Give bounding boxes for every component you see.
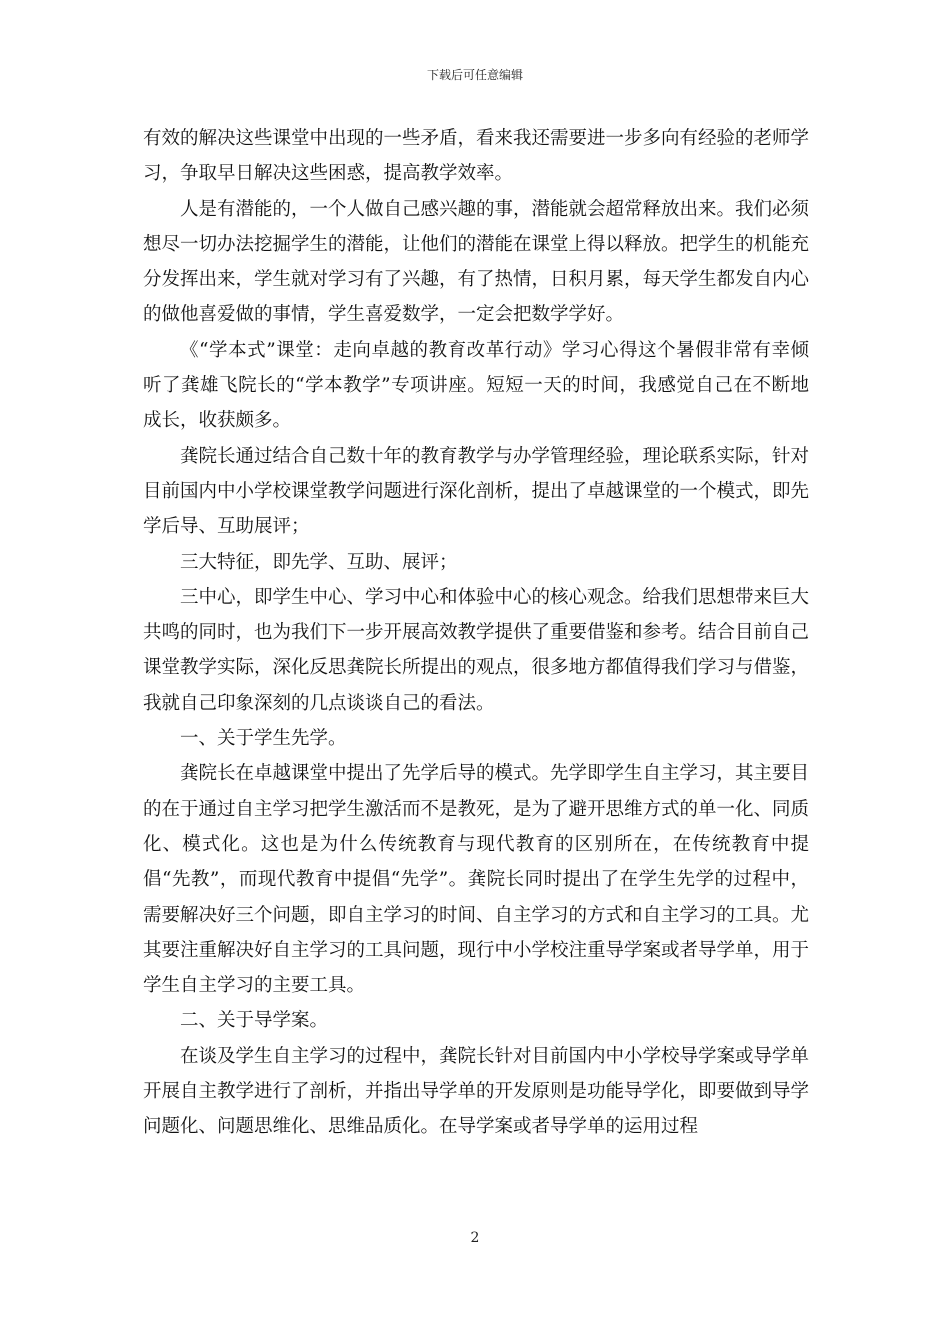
paragraph: 龚院长通过结合自己数十年的教育教学与办学管理经验，理论联系实际，针对目前国内中小学校课堂教学问题进行深化剖析，提出了卓越课堂的一个模式，即先学后导、互助展评；: [143, 445, 810, 538]
page-number: 2: [470, 1230, 480, 1246]
header-note: 下载后可任意编辑: [426, 68, 523, 82]
paragraph: 人是有潜能的，一个人做自己感兴趣的事，潜能就会超常释放出来。我们必须想尽一切办法挖掘学生的潜能，让他们的潜能在课堂上得以释放。把学生的机能充分发挥出来，学生就对学习有了兴趣，有了热情，日积月累，每天学生都发自内心的做他喜爱做的事情，学生喜爱数学，一定会把数学学好。: [143, 198, 810, 326]
paragraph-continuation: 有效的解决这些课堂中出现的一些矛盾，看来我还需要进一步多向有经验的老师学习，争取早日解决这些困惑，提高教学效率。: [143, 128, 810, 185]
paragraph: 在谈及学生自主学习的过程中，龚院长针对目前国内中小学校导学案或导学单开展自主教学进行了剖析，并指出导学单的开发原则是功能导学化，即要做到导学问题化、问题思维化、思维品质化。在导学案或者导学单的运用过程: [143, 1045, 810, 1138]
section-heading: 一、关于学生先学。: [180, 728, 347, 750]
section-heading: 二、关于导学案。: [180, 1010, 329, 1032]
paragraph: 三中心，即学生中心、学习中心和体验中心的核心观念。给我们思想带来巨大共鸣的同时，也为我们下一步开展高效教学提供了重要借鉴和参考。结合目前自己课堂教学实际，深化反思龚院长所提出的观点，很多地方都值得我们学习与借鉴，我就自己印象深刻的几点谈谈自己的看法。: [143, 586, 810, 714]
paragraph: 龚院长在卓越课堂中提出了先学后导的模式。先学即学生自主学习，其主要目的在于通过自主学习把学生激活而不是教死，是为了避开思维方式的单一化、同质化、模式化。这也是为什么传统教育与现代教育的区别所在，在传统教育中提倡“先教”，而现代教育中提倡“先学”。龚院长同时提出了在学生先学的过程中，需要解决好三个问题，即自主学习的时间、自主学习的方式和自主学习的工具。尤其要注重解决好自主学习的工具问题，现行中小学校注重导学案或者导学单，用于学生自主学习的主要工具。: [143, 763, 810, 997]
document-body: [143, 121, 809, 1145]
paragraph: 三大特征，即先学、互助、展评；: [180, 551, 458, 573]
paragraph: 《“学本式”课堂：走向卓越的教育改革行动》学习心得这个暑假非常有幸倾听了龚雄飞院长的“学本教学”专项讲座。短短一天的时间，我感觉自己在不断地成长，收获颇多。: [143, 339, 809, 432]
